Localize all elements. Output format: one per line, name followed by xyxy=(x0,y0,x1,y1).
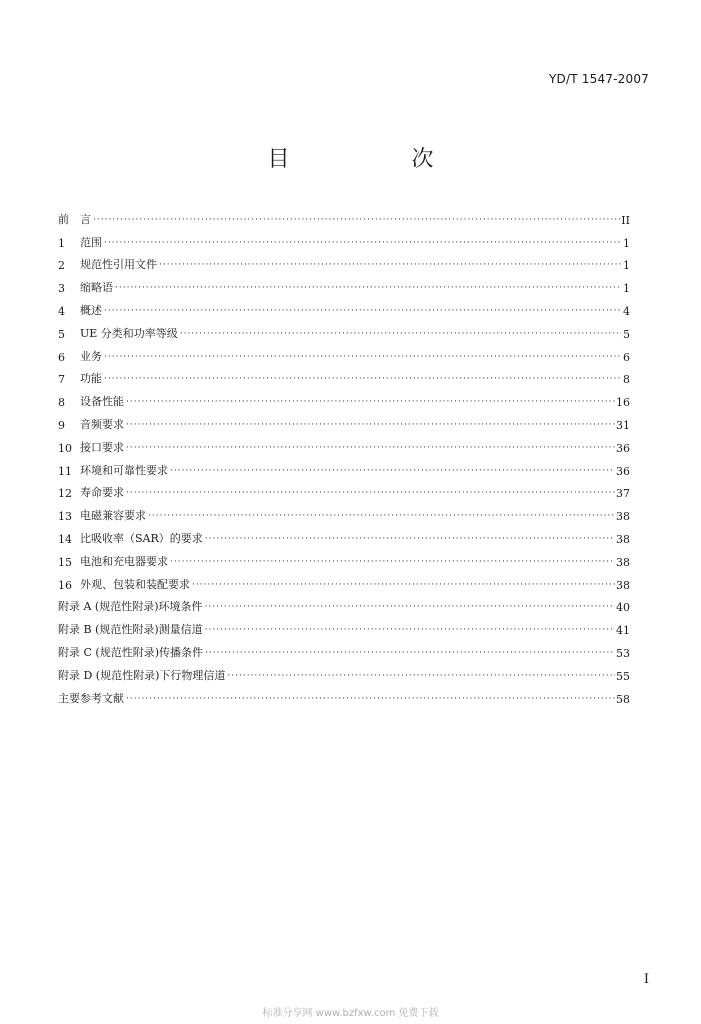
toc-entry-label: 附录 D (规范性附录)下行物理信道 xyxy=(58,668,226,682)
toc-leader-dots xyxy=(126,420,615,430)
toc-entry-page: 1 xyxy=(623,282,630,296)
toc-entry-label: 附录 B (规范性附录)测量信道 xyxy=(58,623,203,637)
toc-entry-label: 电磁兼容要求 xyxy=(80,509,146,523)
toc-entry-page: 5 xyxy=(623,327,630,341)
toc-entry-number: 7 xyxy=(58,373,65,387)
toc-entry[interactable] xyxy=(58,364,630,387)
toc-entry-number: 11 xyxy=(58,464,72,478)
toc-entry-label: 缩略语 xyxy=(80,281,113,295)
toc-entry-label: 前 言 xyxy=(58,212,91,226)
page-title: 目 次 xyxy=(267,147,460,172)
toc-entry-label: 附录 C (规范性附录)传播条件 xyxy=(58,645,203,659)
toc-leader-dots xyxy=(104,306,621,316)
toc-entry-label: UE 分类和功率等级 xyxy=(80,326,178,340)
toc-entry-page: 38 xyxy=(616,578,630,592)
toc-entry-page: 6 xyxy=(623,350,630,364)
toc-leader-dots xyxy=(170,466,615,476)
toc-entry-label: 概述 xyxy=(80,303,102,317)
toc-leader-dots xyxy=(227,671,615,681)
toc-leader-dots xyxy=(170,557,615,567)
toc-entry[interactable] xyxy=(58,386,630,409)
toc-leader-dots xyxy=(159,260,621,270)
toc-leader-dots xyxy=(180,329,621,339)
toc-entry-label: 业务 xyxy=(80,349,102,363)
toc-entry-number: 16 xyxy=(58,578,72,592)
toc-entry-number: 8 xyxy=(58,396,65,410)
toc-entry[interactable] xyxy=(58,683,630,706)
toc-leader-dots xyxy=(104,374,621,384)
toc-entry[interactable] xyxy=(58,546,630,569)
table-of-contents xyxy=(58,204,630,706)
toc-leader-dots xyxy=(205,534,615,544)
toc-entry-page: 4 xyxy=(623,304,630,318)
toc-entry[interactable] xyxy=(58,432,630,455)
toc-entry-number: 4 xyxy=(58,304,65,318)
toc-entry[interactable] xyxy=(58,614,630,637)
toc-entry-number: 3 xyxy=(58,282,65,296)
toc-entry-page: 1 xyxy=(623,236,630,250)
toc-leader-dots xyxy=(104,238,621,248)
toc-entry-number: 9 xyxy=(58,418,65,432)
toc-entry-label: 规范性引用文件 xyxy=(80,258,157,272)
toc-entry-number: 6 xyxy=(58,350,65,364)
toc-entry-label: 功能 xyxy=(80,372,102,386)
toc-entry-page: 36 xyxy=(616,464,630,478)
toc-entry-number: 5 xyxy=(58,327,65,341)
toc-entry-number: 1 xyxy=(58,236,65,250)
watermark: 标准分享网 www.bzfxw.com 免费下载 xyxy=(262,1008,439,1019)
toc-entry-label: 范围 xyxy=(80,235,102,249)
toc-entry-label: 主要参考文献 xyxy=(58,691,124,705)
toc-entry-label: 音频要求 xyxy=(80,417,124,431)
toc-leader-dots xyxy=(126,488,615,498)
toc-entry-label: 电池和充电器要求 xyxy=(80,554,168,568)
toc-entry-page: 38 xyxy=(616,555,630,569)
toc-entry-page: 36 xyxy=(616,441,630,455)
toc-entry-number: 2 xyxy=(58,259,65,273)
toc-entry[interactable] xyxy=(58,478,630,501)
document-code: YD/T 1547-2007 xyxy=(549,72,649,86)
toc-entry-label: 比吸收率（SAR）的要求 xyxy=(80,531,203,545)
toc-leader-dots xyxy=(104,352,621,362)
toc-leader-dots xyxy=(126,443,615,453)
toc-entry[interactable] xyxy=(58,318,630,341)
toc-entry-label: 寿命要求 xyxy=(80,486,124,500)
toc-leader-dots xyxy=(205,648,615,658)
toc-entry-page: II xyxy=(621,213,630,227)
toc-entry-number: 15 xyxy=(58,555,72,569)
toc-entry[interactable] xyxy=(58,250,630,273)
toc-entry-label: 接口要求 xyxy=(80,440,124,454)
toc-entry-number: 10 xyxy=(58,441,72,455)
toc-entry-page: 41 xyxy=(616,624,630,638)
toc-entry[interactable] xyxy=(58,569,630,592)
toc-entry-number: 13 xyxy=(58,510,72,524)
toc-entry[interactable] xyxy=(58,204,630,227)
toc-entry-page: 8 xyxy=(623,373,630,387)
toc-entry[interactable] xyxy=(58,455,630,478)
toc-entry-page: 55 xyxy=(616,669,630,683)
toc-entry[interactable] xyxy=(58,660,630,683)
toc-entry[interactable] xyxy=(58,523,630,546)
toc-entry-label: 附录 A (规范性附录)环境条件 xyxy=(58,600,203,614)
toc-leader-dots xyxy=(126,694,615,704)
toc-entry-number: 12 xyxy=(58,487,72,501)
toc-leader-dots xyxy=(205,602,615,612)
toc-entry[interactable] xyxy=(58,341,630,364)
page-number: I xyxy=(643,972,649,987)
toc-entry-page: 38 xyxy=(616,510,630,524)
toc-entry-label: 设备性能 xyxy=(80,395,124,409)
toc-entry-number: 14 xyxy=(58,532,72,546)
toc-leader-dots xyxy=(115,283,621,293)
toc-entry-page: 1 xyxy=(623,259,630,273)
toc-leader-dots xyxy=(93,215,620,225)
toc-entry[interactable] xyxy=(58,409,630,432)
toc-entry[interactable] xyxy=(58,227,630,250)
toc-entry-page: 37 xyxy=(616,487,630,501)
toc-entry[interactable] xyxy=(58,500,630,523)
toc-entry-page: 58 xyxy=(616,692,630,706)
toc-entry-page: 53 xyxy=(616,646,630,660)
toc-entry-page: 16 xyxy=(616,396,630,410)
toc-leader-dots xyxy=(192,580,615,590)
toc-entry-label: 外观、包装和装配要求 xyxy=(80,577,190,591)
toc-leader-dots xyxy=(148,511,615,521)
toc-entry-page: 31 xyxy=(616,418,630,432)
toc-entry-page: 38 xyxy=(616,532,630,546)
toc-leader-dots xyxy=(205,625,615,635)
toc-entry[interactable] xyxy=(58,592,630,615)
toc-entry-page: 40 xyxy=(616,601,630,615)
toc-leader-dots xyxy=(126,397,615,407)
toc-entry[interactable] xyxy=(58,272,630,295)
toc-entry[interactable] xyxy=(58,295,630,318)
toc-entry-label: 环境和可靠性要求 xyxy=(80,463,168,477)
toc-entry[interactable] xyxy=(58,637,630,660)
